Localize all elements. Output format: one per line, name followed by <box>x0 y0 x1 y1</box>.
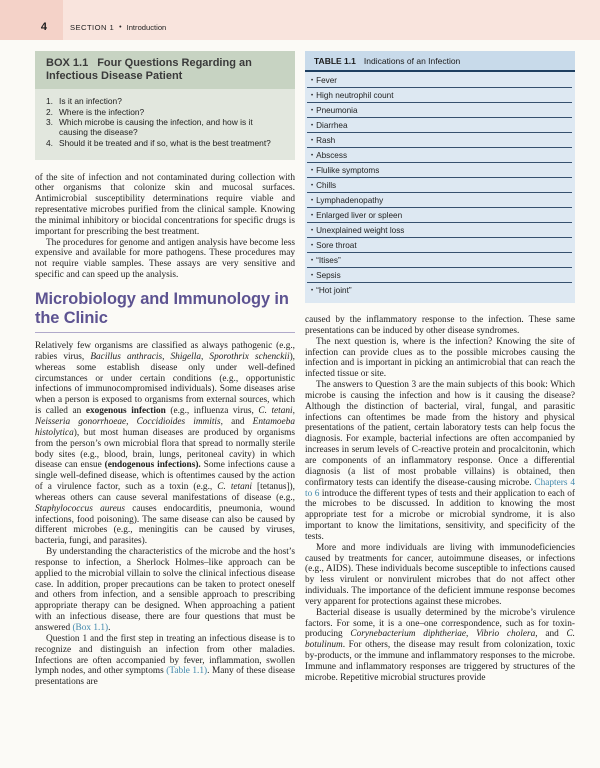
text-run: Corynebacterium diphtheriae, Vibrio cholera, <box>350 629 538 640</box>
text-run: By understanding the characteristics of the microbe and the host’s response to infection, a Sherlock Holmes–like approach can be applied to the microbial villain to solve the clinical infectious disease case. In addition, proper precautions can be taken to protect oneself and others from infection, and a sensible approach to prescribing appropriate therapy can be designed. When approaching a patient with an infectious disease, there are four questions that must be answered <box>35 547 295 633</box>
table-cell-text: Lymphadenopathy <box>316 196 384 205</box>
page-number-block <box>0 0 63 40</box>
box-title: Four Questions Regarding an Infectious Disease Patient <box>46 57 252 83</box>
list-number: 2. <box>46 106 53 117</box>
text-run: C. tetani <box>217 482 252 493</box>
page-content <box>0 40 600 688</box>
bullet-icon: • <box>311 183 314 189</box>
table-title: Indications of an Infection <box>363 56 461 66</box>
table-cell-text: Diarrhea <box>316 121 348 130</box>
list-item-text: Which microbe is causing the infection, and how is it causing the disease? <box>59 117 253 138</box>
bullet-icon: • <box>311 273 314 279</box>
paragraph <box>35 547 295 634</box>
bullet-icon: • <box>311 153 314 159</box>
text-run: Bacterial disease is usually determined by the microbe’s virulence factors. For some, it is a one–one correspondence, such as for toxin-producing <box>305 607 575 640</box>
table-row <box>307 118 572 133</box>
bullet-icon: • <box>311 288 314 294</box>
text-run: C. botulinum <box>305 629 575 651</box>
table-cell-text: Flulike symptoms <box>316 166 380 175</box>
paragraph <box>305 315 575 337</box>
table-header <box>305 51 575 72</box>
table-cell-text: Fever <box>316 76 338 85</box>
running-head <box>70 0 166 40</box>
bullet-icon: • <box>311 123 314 129</box>
text-run: (endogenous infections). <box>104 460 201 471</box>
paragraph <box>305 380 575 543</box>
text-run: introduce the different types of tests and their application to each of the microbes to be discussed. In addition to knowing the most appropriate test for a microbe or microbial syndrome, it is also important to know the limitations, sensitivity, and specificity of the tests. <box>305 488 575 542</box>
paragraph <box>305 608 575 684</box>
table-row <box>307 208 572 223</box>
table-row <box>307 283 572 297</box>
cross-reference-link[interactable]: (Table 1.1) <box>166 666 208 677</box>
text-run: Question 1 and the first step in treating an infectious disease is to recognize and distinguish an infection from other maladies. Infections are often accompanied by fever, inflammation, swollen lymph nodes, and other symptoms <box>35 633 295 677</box>
list-item-text: Should it be treated and if so, what is the best treatment? <box>59 137 271 148</box>
text-run: ), but most human diseases are produced by organisms from the person’s own microbial flora that spread to normally sterile body sites (e.g., blood, brain, lungs, peritoneal cavity) in which disease can ensue <box>35 427 295 471</box>
box-list-item <box>46 108 283 118</box>
text-run: and <box>222 416 253 427</box>
list-number: 1. <box>46 95 53 106</box>
left-column <box>35 51 295 688</box>
table-cell-text: Enlarged liver or spleen <box>316 211 403 220</box>
table-cell-text: Pneumonia <box>316 106 358 115</box>
page-header <box>0 0 600 40</box>
text-run: The procedures for genome and antigen analysis have become less expensive and available for more pathogens. These procedures may not require viable samples. These assays are very sensitive and specific and can speed up the analysis. <box>35 237 295 281</box>
section-title: Introduction <box>126 23 167 32</box>
box-question-list <box>35 89 295 160</box>
text-run: Some infections cause a single well-defined disease, which is oftentimes caused by the action of a virulence factor, such as a toxin (e.g., <box>35 460 295 493</box>
text-run: of the site of infection and not contaminated during collection with other organisms that colonize skin and mucosal surfaces. Antimicrobial susceptibility determinations require viable and representative microbes purified from the clinical sample. Knowing the minimal inhibitory or biocidal concentrations for specific drugs is important for prescribing the best treatment. <box>35 172 295 237</box>
text-run: The answers to Question 3 are the main subjects of this book: Which microbe is causing the infection and how is it causing the disease? Although the distinction of bacterial, viral, fungal, and parasitic infections can oftentimes be made from the history and physical presentations of the patient, certain laboratory tests can help focus the diagnosis. For example, bacterial infections are often accompanied by increases in serum levels of C-reactive protein and procalcitonin, which are components of an inflammatory response. Once a differential diagnosis (a list of most probable villains) is obtained, then confirmatory tests can identify the disease-causing microbe. <box>305 380 575 488</box>
table-row <box>307 253 572 268</box>
box-list-item <box>46 139 283 149</box>
bullet-icon: • <box>311 93 314 99</box>
bullet-icon: • <box>311 213 314 219</box>
table-row <box>307 103 572 118</box>
bullet-icon: • <box>311 138 314 144</box>
text-run: C. tetani, Neisseria gonorrhoeae, Coccidioides immitis, <box>35 406 295 427</box>
separator-dot-icon: • <box>119 24 122 31</box>
paragraph <box>35 238 295 281</box>
bullet-icon: • <box>311 243 314 249</box>
paragraph <box>35 173 295 238</box>
text-run: . Many of these disease presentations are <box>35 666 295 688</box>
bullet-icon: • <box>311 78 314 84</box>
table-cell-text: “Itises” <box>316 256 341 265</box>
table-cell-text: High neutrophil count <box>316 91 394 100</box>
table-cell-text: Chills <box>316 181 337 190</box>
heading-rule <box>35 332 295 333</box>
table-row <box>307 148 572 163</box>
box-list-item <box>46 118 283 138</box>
box-list-item <box>46 97 283 107</box>
text-run: (e.g., influenza virus, <box>165 406 259 417</box>
table-cell-text: Abscess <box>316 151 348 160</box>
paragraph <box>305 337 575 380</box>
table-row <box>307 238 572 253</box>
text-run: exogenous infection <box>85 406 166 417</box>
paragraph <box>305 543 575 608</box>
list-number: 4. <box>46 137 53 148</box>
section-heading: Microbiology and Immunology in the Clinic <box>35 290 289 327</box>
text-run: ), whereas some establish disease only under well-defined circumstances or under certain conditions (e.g., opportunistic infections of immunocompromised individuals). Some diseases arise when a person is exposed to organisms from external sources, which is called an <box>35 351 295 417</box>
table-cell-text: Sepsis <box>316 271 341 280</box>
bullet-icon: • <box>311 108 314 114</box>
text-run: Relatively few organisms are classified as always pathogenic (e.g., rabies virus, <box>35 341 295 362</box>
text-run: causes endocarditis, pneumonia, wound infections, food poisoning). The same disease can also be caused by different microbes (e.g., meningitis can be caused by viruses, bacteria, fungi, and parasites). <box>35 503 295 547</box>
text-run: [tetanus]), whereas others can cause several manifestations of disease (e.g., <box>35 482 295 503</box>
text-run: caused by the inflammatory response to the infection. These same presentations can be induced by other disease syndromes. <box>305 315 575 336</box>
table-cell-text: Unexplained weight loss <box>316 226 405 235</box>
text-run: The next question is, where is the infection? Knowing the site of infection can provide clues as to the possible microbes causing the infection and is important in picking an antimicrobial that can reach the infected tissue or site. <box>305 336 575 380</box>
paragraph <box>35 341 295 547</box>
indications-table <box>305 51 575 303</box>
text-run: Staphylococcus aureus <box>35 503 126 514</box>
bullet-icon: • <box>311 198 314 204</box>
table-row <box>307 133 572 148</box>
table-row <box>307 163 572 178</box>
table-row <box>307 223 572 238</box>
table-label: TABLE 1.1 <box>314 56 356 66</box>
bullet-icon: • <box>311 228 314 234</box>
right-column <box>305 51 575 688</box>
paragraph <box>35 634 295 688</box>
table-cell-text: “Hot joint” <box>316 286 352 295</box>
table-row <box>307 193 572 208</box>
table-body <box>305 72 575 303</box>
text-run: . <box>108 623 111 633</box>
list-item-text: Is it an infection? <box>59 95 122 106</box>
list-item-text: Where is the infection? <box>59 106 145 117</box>
info-box <box>35 51 295 160</box>
cross-reference-link[interactable]: (Box 1.1) <box>72 623 109 633</box>
table-row <box>307 178 572 193</box>
page-number: 4 <box>40 21 47 33</box>
bullet-icon: • <box>311 168 314 174</box>
text-run: More and more individuals are living with immunodeficiencies caused by treatments for cancer, autoimmune diseases, or infections (e.g., AIDS). These individuals become susceptible to infections caused by less virulent or nonvirulent microbes that do not affect other individuals. The importance of the deficient immune response becomes very apparent for protections against these microbes. <box>305 542 575 607</box>
table-cell-text: Rash <box>316 136 336 145</box>
table-row <box>307 73 572 88</box>
section-label: SECTION 1 <box>70 23 115 32</box>
cross-reference-link[interactable]: Chapters 4 to 6 <box>305 477 575 499</box>
list-number: 3. <box>46 117 53 128</box>
text-run: and <box>537 629 567 640</box>
table-row <box>307 88 572 103</box>
text-run: Entamoeba histolytica <box>35 416 295 438</box>
table-cell-text: Sore throat <box>316 241 357 250</box>
text-run: Bacillus anthracis, Shigella, Sporothrix schenckii <box>90 351 290 362</box>
text-run: . For others, the disease may result from colonization, toxic by-products, or the immune and inflammatory responses to the microbe. Immune and inflammatory responses are triggered by structures of the microbe. Repetitive microbial structures provide <box>305 640 575 683</box>
table-row <box>307 268 572 283</box>
box-label: BOX 1.1 <box>46 57 89 69</box>
box-header <box>35 51 295 89</box>
bullet-icon: • <box>311 258 314 264</box>
